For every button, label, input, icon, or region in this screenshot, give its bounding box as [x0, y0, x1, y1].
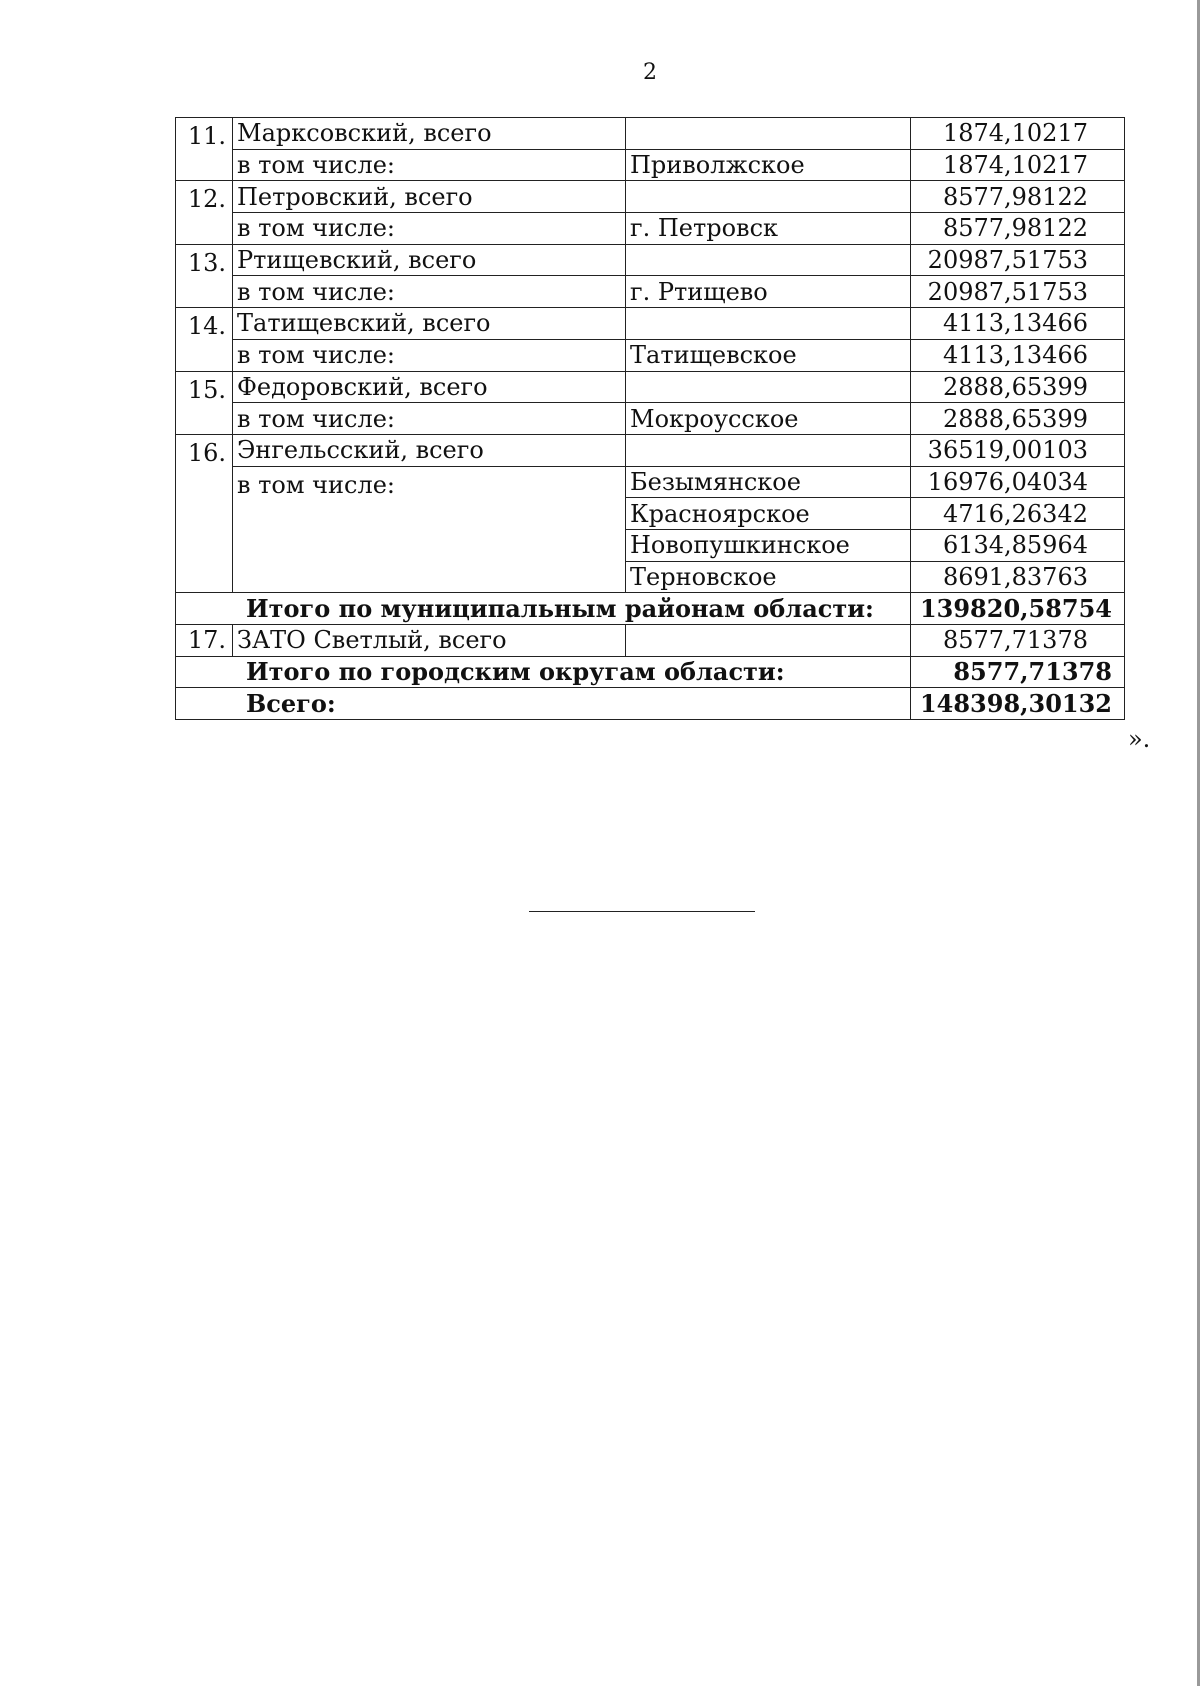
distribution-table	[175, 117, 1125, 720]
settlement-name: Мокроусское	[626, 403, 911, 435]
amount-cell: 1874,10217	[911, 149, 1125, 181]
settlement-name: Татищевское	[626, 339, 911, 371]
table-row	[176, 213, 1125, 245]
total-label: Итого по муниципальным районам области:	[176, 593, 911, 625]
amount-cell: 8691,83763	[911, 561, 1125, 593]
closing-quote: ».	[1128, 725, 1151, 753]
amount-cell: 6134,85964	[911, 529, 1125, 561]
row-number: 16.	[176, 434, 233, 592]
total-label: Итого по городским округам области:	[176, 656, 911, 688]
grand-total-label: Всего:	[176, 688, 911, 720]
table-row	[176, 339, 1125, 371]
row-number: 14.	[176, 308, 233, 371]
settlement-name	[626, 371, 911, 403]
total-amount: 139820,58754	[911, 593, 1125, 625]
settlement-name	[626, 308, 911, 340]
table-row	[176, 625, 1125, 657]
grand-total-row	[176, 688, 1125, 720]
table-row	[176, 308, 1125, 340]
settlement-name	[626, 181, 911, 213]
table-row	[176, 181, 1125, 213]
total-row-urban	[176, 656, 1125, 688]
table-row	[176, 118, 1125, 150]
amount-cell: 2888,65399	[911, 371, 1125, 403]
settlement-name: Новопушкинское	[626, 529, 911, 561]
row-number: 12.	[176, 181, 233, 244]
total-amount: 8577,71378	[911, 656, 1125, 688]
district-name: Петровский, всего	[233, 181, 626, 213]
amount-cell: 36519,00103	[911, 434, 1125, 466]
table-row	[176, 403, 1125, 435]
amount-cell: 8577,98122	[911, 181, 1125, 213]
table-row	[176, 434, 1125, 466]
settlement-name: Безымянское	[626, 466, 911, 498]
settlement-name: г. Петровск	[626, 213, 911, 245]
including-label: в том числе:	[233, 403, 626, 435]
settlement-name	[626, 118, 911, 150]
amount-cell: 1874,10217	[911, 118, 1125, 150]
total-row-municipal	[176, 593, 1125, 625]
including-label: в том числе:	[233, 339, 626, 371]
settlement-name	[626, 625, 911, 657]
including-label: в том числе:	[233, 276, 626, 308]
row-number: 11.	[176, 118, 233, 181]
amount-cell: 16976,04034	[911, 466, 1125, 498]
row-number: 17.	[176, 625, 233, 657]
district-name: Ртищевский, всего	[233, 244, 626, 276]
table-row	[176, 371, 1125, 403]
settlement-name	[626, 434, 911, 466]
amount-cell: 4113,13466	[911, 339, 1125, 371]
table-row	[176, 149, 1125, 181]
amount-cell: 20987,51753	[911, 244, 1125, 276]
amount-cell: 4113,13466	[911, 308, 1125, 340]
table-row	[176, 276, 1125, 308]
table-row	[176, 244, 1125, 276]
amount-cell: 8577,98122	[911, 213, 1125, 245]
district-name: Энгельсский, всего	[233, 434, 626, 466]
settlement-name: г. Ртищево	[626, 276, 911, 308]
amount-cell: 8577,71378	[911, 625, 1125, 657]
settlement-name: Приволжское	[626, 149, 911, 181]
including-label: в том числе:	[233, 466, 626, 593]
district-name: Марксовский, всего	[233, 118, 626, 150]
amount-cell: 4716,26342	[911, 498, 1125, 530]
district-name: ЗАТО Светлый, всего	[233, 625, 626, 657]
including-label: в том числе:	[233, 213, 626, 245]
grand-total-amount: 148398,30132	[911, 688, 1125, 720]
separator-line	[529, 911, 755, 912]
table-row	[176, 466, 1125, 498]
including-label: в том числе:	[233, 149, 626, 181]
settlement-name	[626, 244, 911, 276]
settlement-name: Терновское	[626, 561, 911, 593]
row-number: 13.	[176, 244, 233, 307]
district-name: Татищевский, всего	[233, 308, 626, 340]
settlement-name: Красноярское	[626, 498, 911, 530]
row-number: 15.	[176, 371, 233, 434]
district-name: Федоровский, всего	[233, 371, 626, 403]
amount-cell: 20987,51753	[911, 276, 1125, 308]
page-number: 2	[643, 60, 657, 85]
amount-cell: 2888,65399	[911, 403, 1125, 435]
